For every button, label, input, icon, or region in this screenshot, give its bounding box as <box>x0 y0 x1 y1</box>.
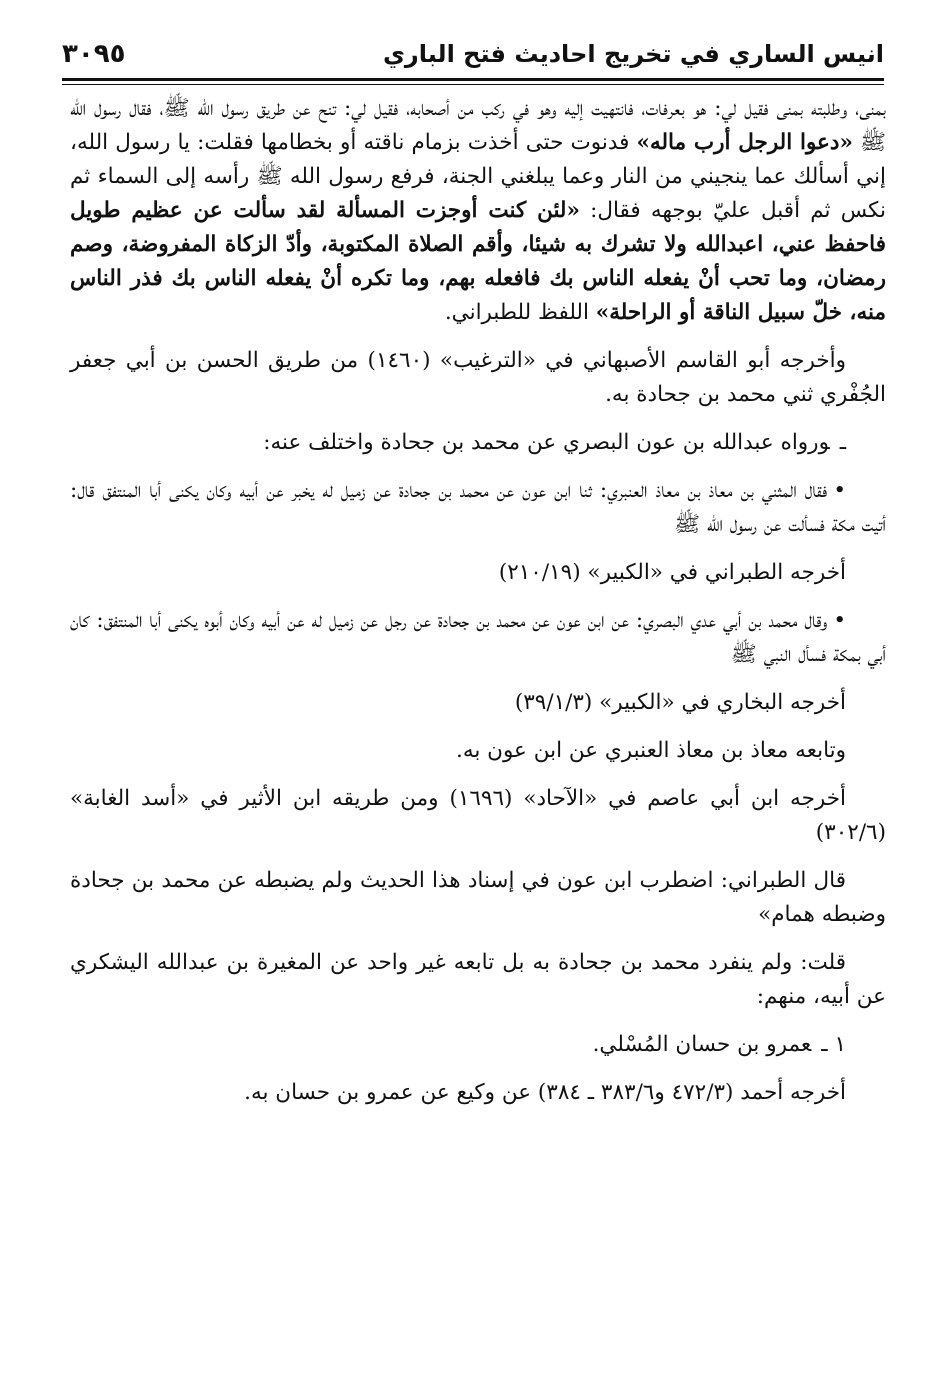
paragraph-text: بمنى، وطلبته بمنى فقيل لي: هو بعرفات، فانتهيت إليه وهو في ركب من أصحابه، فقيل لي: تنح عن طريق رسول الله ﷺ، فقال رسول الله ﷺ <box>70 96 886 155</box>
page-number: ٣٠٩٥ <box>62 39 126 69</box>
page-header <box>62 30 884 78</box>
paragraph-mutaba: وتابعه معاذ بن معاذ العنبري عن ابن عون به. <box>455 738 846 763</box>
paragraph-text: فدنوت حتى أخذت بزمام ناقته أو بخطامها فقلت: يا رسول الله، إني أسألك عما ينجيني من النار وعما يبلغني الجنة، فرفع رسول الله ﷺ رأسه إلى السماء ثم نكس ثم أقبل عليّ بوجهه فقال: <box>70 130 887 223</box>
header-rule-thick <box>62 78 884 81</box>
paragraph-text: عمرو بن حسان المُسْلي. <box>592 1032 812 1057</box>
paragraph-text: وقال محمد بن أبي عدي البصري: عن ابن عون عن محمد بن جحادة عن رجل عن زميل له عن أبيه وكان أبوه يكنى أبا المنتفق: كان أبي بمكة فسأل النبي ﷺ <box>70 608 886 667</box>
page-body <box>70 92 886 1124</box>
paragraph-text: اللفظ للطبراني. <box>444 300 596 325</box>
header-rule-thin <box>62 84 884 85</box>
running-title: انيس الساري في تخريج احاديث فتح الباري <box>382 40 884 68</box>
paragraph-riwaya <box>70 426 886 460</box>
paragraph-ahmad-ref: أخرجه أحمد (٤٧٢/٣ و٣٨٣/٦ ـ ٣٨٤) عن وكيع عن عمرو بن حسان به. <box>244 1080 846 1105</box>
prophet-quote: «لئن كنت أوجزت المسألة لقد سألت عن عظيم طويل فاحفظ عني، اعبدالله ولا تشرك به شيئا، وأقم الصلاة المكتوبة، وأدّ الزكاة المفروضة، وصم رمضان، وما تحب أنْ يفعله الناس بك فافعله بهم، وما تكره أنْ يفعله الناس بك فذر الناس منه، خلّ سبيل الناقة أو الراحلة» <box>70 198 886 325</box>
paragraph-ibn-abi-asim-ref: أخرجه ابن أبي عاصم في «الآحاد» (١٦٩٦) ومن طريقه ابن الأثير في «أسد الغابة» (٣٠٢/٦) <box>70 786 886 845</box>
list-number: ١ ـ <box>821 1032 846 1057</box>
list-item <box>70 1028 886 1062</box>
paragraph-qultu: قلت: ولم ينفرد محمد بن جحادة به بل تابعه غير واحد عن المغيرة بن عبدالله اليشكري عن أبيه، منهم: <box>70 950 886 1009</box>
paragraph-takhrij: وأخرجه أبو القاسم الأصبهاني في «الترغيب» (١٤٦٠) من طريق الحسن بن أبي جعفر الجُفْري ثني محمد بن جحادة به. <box>70 348 886 407</box>
bullet-marker: • <box>833 478 846 503</box>
paragraph-ibn-abi-adi <box>70 604 886 672</box>
dash-marker: ـ <box>839 430 846 455</box>
prophet-quote: «دعوا الرجل أرب ماله» <box>636 130 853 155</box>
bullet-marker: • <box>833 608 846 633</box>
paragraph-tabarani-ref: أخرجه الطبراني في «الكبير» (٢١٠/١٩) <box>498 560 846 585</box>
paragraph-text: فقال المثني بن معاذ بن معاذ العنبري: ثنا ابن عون عن محمد بن جحادة عن زميل له يخبر عن أبيه وكان يكنى أبا المنتفق قال: أتيت مكة فسألت عن رسول الله ﷺ <box>70 478 886 537</box>
paragraph-tabarani-quote: قال الطبراني: اضطرب ابن عون في إسناد هذا الحديث ولم يضبطه عن محمد بن جحادة وضبطه همام» <box>70 868 886 927</box>
paragraph-text: ورواه عبدالله بن عون البصري عن محمد بن جحادة واختلف عنه: <box>263 430 830 455</box>
paragraph-bukhari-ref: أخرجه البخاري في «الكبير» (٣٩/١/٣) <box>514 690 846 715</box>
paragraph-muthanna <box>70 474 886 542</box>
paragraph-hadith <box>70 92 886 330</box>
